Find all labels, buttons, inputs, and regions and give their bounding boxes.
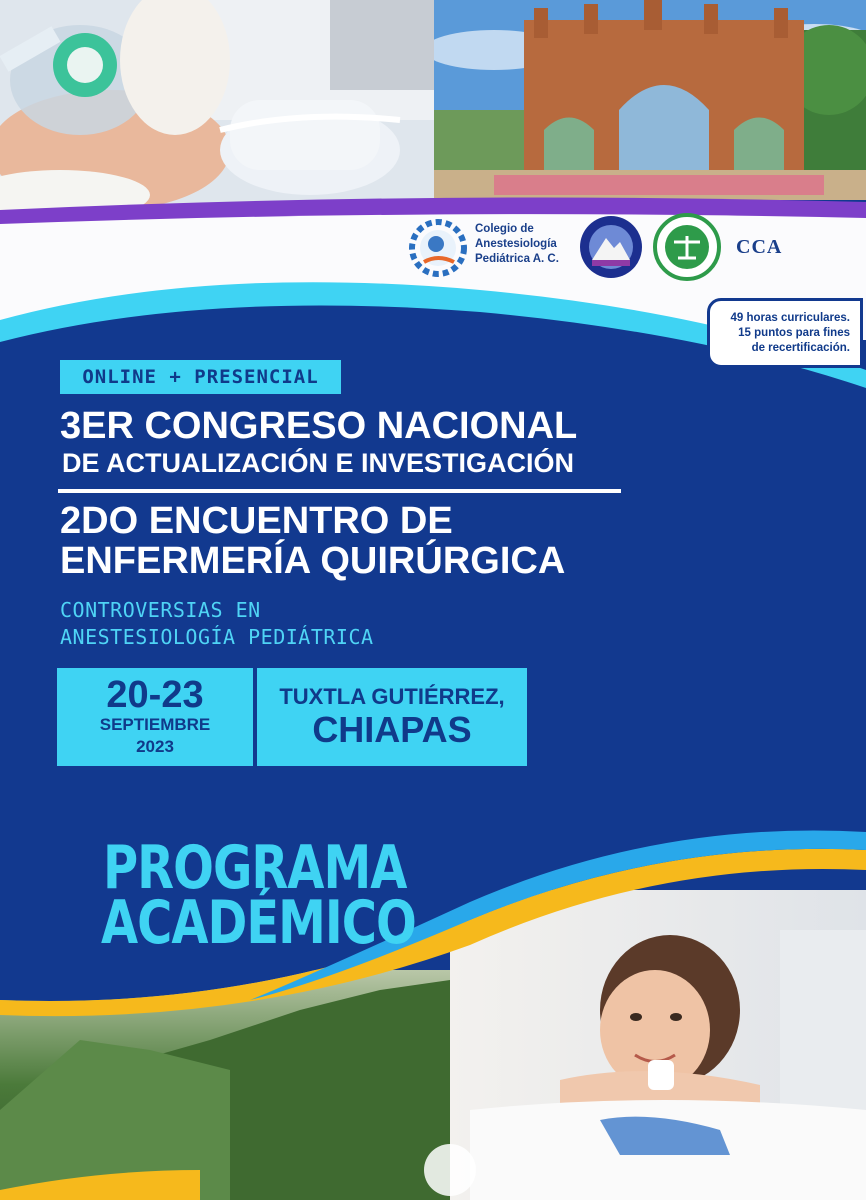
anesthesia-photo	[0, 0, 440, 220]
hours-badge	[707, 298, 863, 368]
hours-line-2: 15 puntos para fines	[738, 326, 850, 339]
arch-monument-photo	[434, 0, 866, 200]
cca-logo	[736, 236, 782, 259]
modality-chip: ONLINE + PRESENCIAL	[60, 360, 341, 394]
theme-line-2: ANESTESIOLOGÍA PEDIÁTRICA	[60, 625, 374, 649]
organizer-name	[475, 222, 559, 267]
place-state: CHIAPAS	[312, 709, 472, 750]
date-year: 2023	[136, 737, 174, 756]
organizer-line-2: Anestesiología	[475, 238, 557, 250]
congress-title: 3ER CONGRESO NACIONAL	[60, 405, 578, 447]
date-days: 20-23	[106, 674, 204, 716]
congress-subtitle: DE ACTUALIZACIÓN E INVESTIGACIÓN	[62, 448, 575, 478]
encounter-title: 2DO ENCUENTRO DE	[60, 500, 453, 542]
encounter-subtitle: ENFERMERÍA QUIRÚRGICA	[60, 540, 566, 582]
program-title-line-2: ACADÉMICO	[101, 888, 416, 958]
hours-line-3: de recertificación.	[751, 341, 850, 354]
date-box	[57, 668, 253, 766]
program-title-line-1: PROGRAMA	[103, 833, 407, 903]
organizer-logo	[408, 218, 470, 283]
mountain-seal-icon	[578, 214, 644, 280]
theme-line-1: CONTROVERSIAS EN	[60, 598, 261, 622]
date-month: SEPTIEMBRE	[99, 715, 211, 734]
title-divider	[58, 489, 621, 493]
organizer-line-3: Pediátrica A. C.	[475, 253, 559, 265]
scales-seal-icon	[652, 212, 722, 282]
hours-line-1: 49 horas curriculares.	[730, 311, 850, 324]
place-city: TUXTLA GUTIÉRREZ,	[279, 684, 505, 709]
gear-logo-icon	[408, 218, 470, 278]
cca-logo-text: CCA	[736, 236, 783, 258]
place-box	[257, 668, 527, 766]
organizer-line-1: Colegio de	[475, 223, 534, 235]
